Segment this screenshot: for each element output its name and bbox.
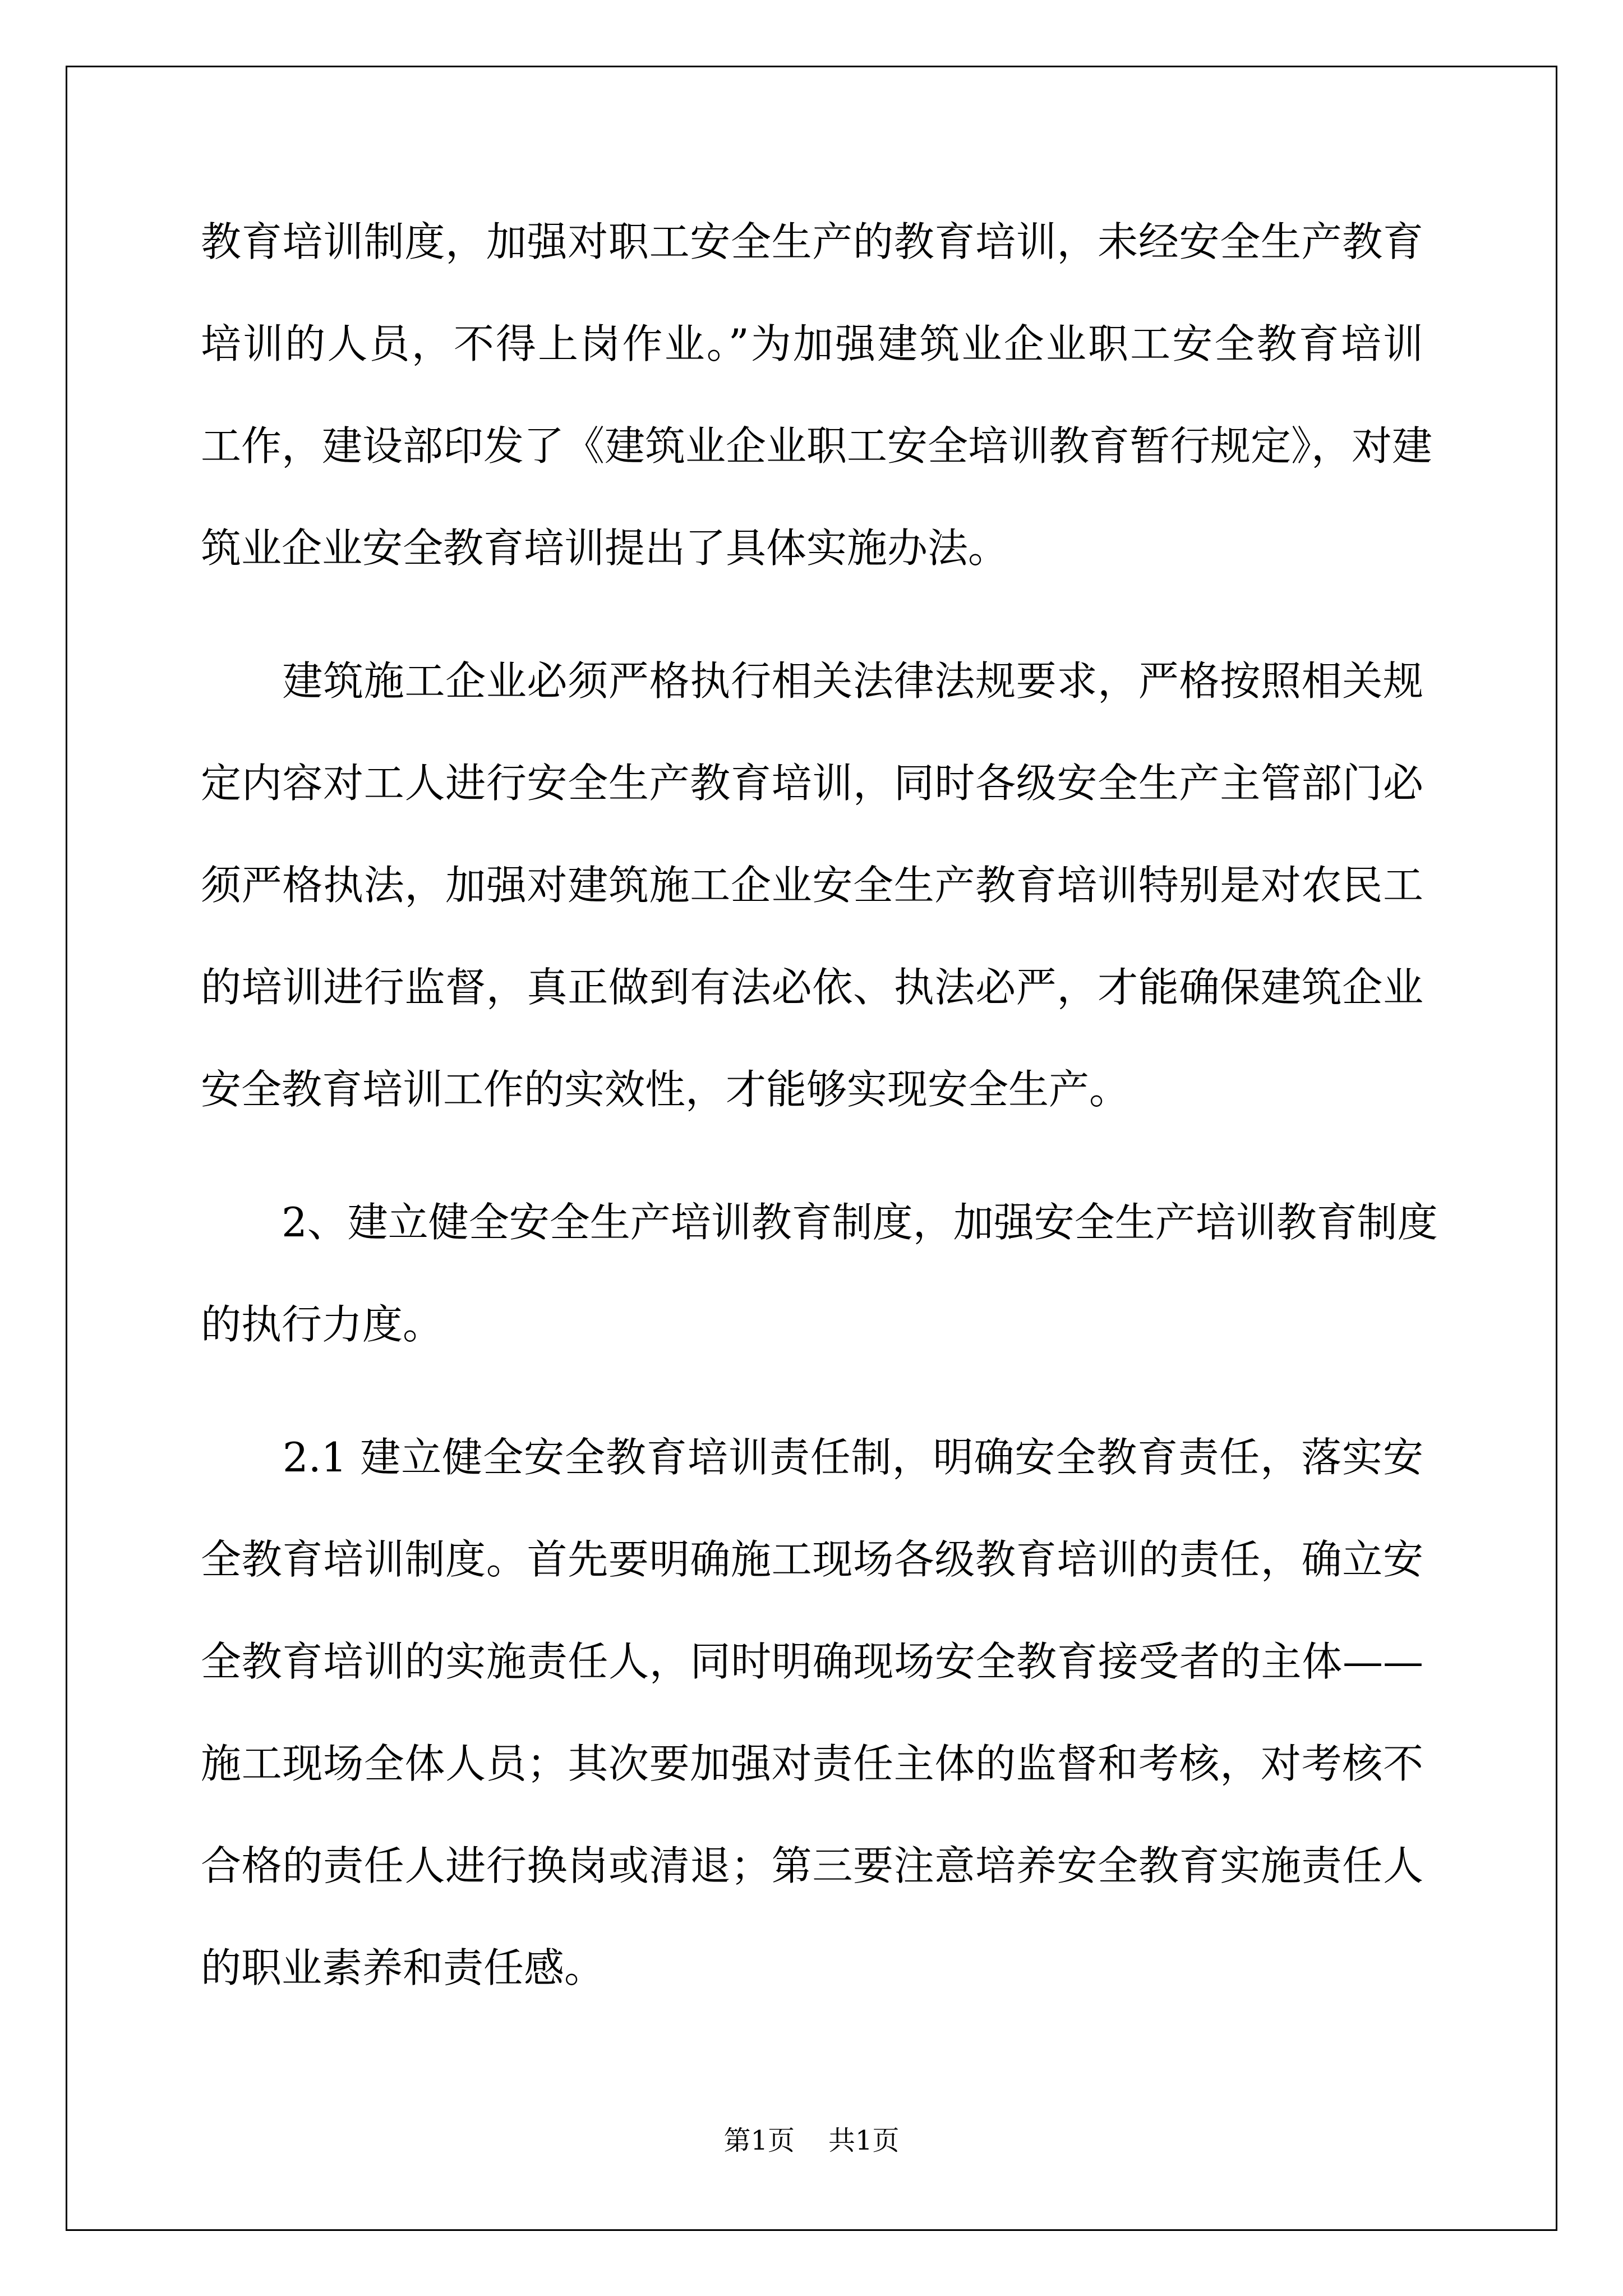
text-line: 全教育培训的实施责任人，同时明确现场安全教育接受者的主体—— [201, 1638, 1423, 1685]
text-line: 须严格执法，加强对建筑施工企业安全生产教育培训特别是对农民工 [201, 862, 1423, 909]
text-line: 2、建立健全安全生产培训教育制度，加强安全生产培训教育制度 [201, 1199, 1438, 1246]
page-border [66, 66, 1557, 2231]
text-line: 培训的人员，不得上岗作业。”为加强建筑业企业职工安全教育培训 [201, 320, 1423, 367]
text-line: 工作，建设部印发了《建筑业企业职工安全培训教育暂行规定》，对建 [201, 422, 1433, 470]
text-line: 合格的责任人进行换岗或清退；第三要注意培养安全教育实施责任人 [201, 1842, 1423, 1889]
page-number: 第1页 [723, 2125, 795, 2156]
text-line: 的职业素养和责任感。 [201, 1944, 605, 1991]
text-line: 筑业企业安全教育培训提出了具体实施办法。 [201, 524, 1009, 572]
text-line: 建筑施工企业必须严格执行相关法律法规要求，严格按照相关规 [201, 657, 1423, 705]
text-line: 定内容对工人进行安全生产教育培训，同时各级安全生产主管部门必 [201, 760, 1423, 807]
text-line: 的培训进行监督，真正做到有法必依、执法必严，才能确保建筑企业 [201, 964, 1423, 1011]
text-line: 全教育培训制度。首先要明确施工现场各级教育培训的责任，确立安 [201, 1536, 1423, 1583]
text-line: 施工现场全体人员；其次要加强对责任主体的监督和考核，对考核不 [201, 1740, 1423, 1787]
text-line: 的执行力度。 [201, 1301, 444, 1348]
text-line: 教育培训制度，加强对职工安全生产的教育培训，未经安全生产教育 [201, 218, 1423, 265]
text-line: 安全教育培训工作的实效性，才能够实现安全生产。 [201, 1066, 1130, 1113]
page-count: 共1页 [828, 2125, 900, 2156]
text-line: 2.1 建立健全安全教育培训责任制，明确安全教育责任，落实安 [201, 1434, 1423, 1481]
page-footer [0, 2127, 1623, 2154]
